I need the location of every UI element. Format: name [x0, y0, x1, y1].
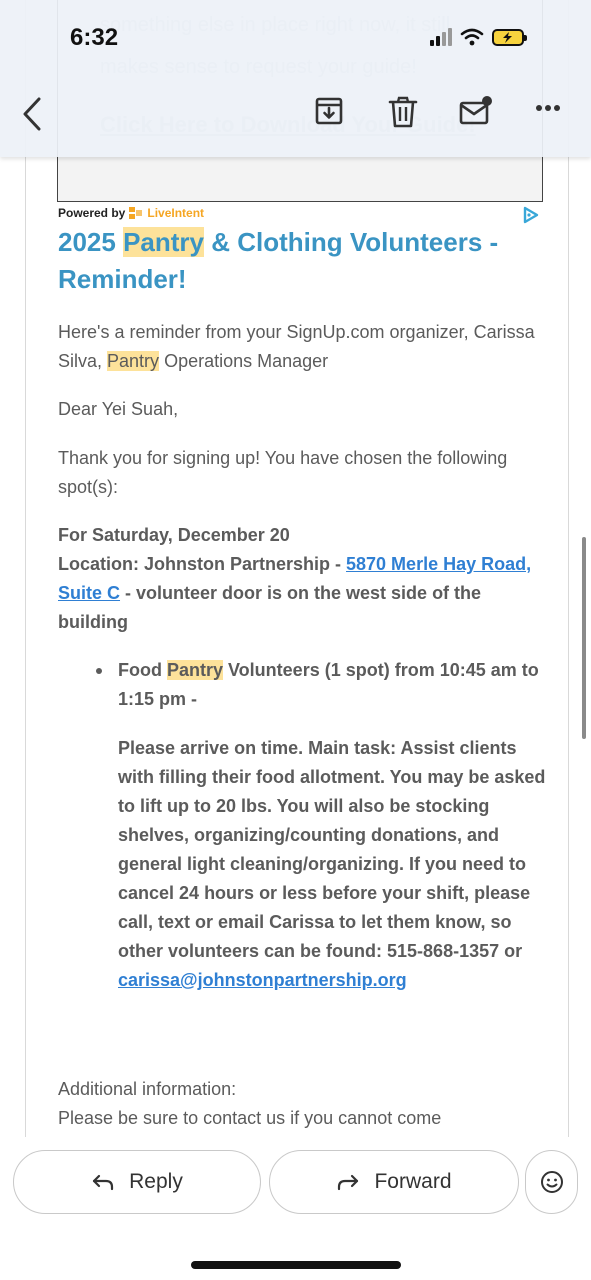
powered-by-label: Powered by [58, 206, 126, 220]
home-indicator[interactable] [191, 1261, 401, 1269]
email-body [25, 0, 569, 1137]
wifi-icon [460, 28, 484, 46]
status-icons [430, 28, 524, 46]
location-line: Location: Johnston Partnership - 5870 Merle Hay Road, Suite C - volunteer door is on the west side of the building [58, 554, 532, 632]
greeting: Dear Yei Suah, [58, 399, 179, 419]
bottom-action-bar [0, 1137, 591, 1280]
email-title: 2025 Pantry & Clothing Volunteers - Reminder! [58, 227, 499, 294]
additional-info-label: Additional information: [58, 1079, 237, 1099]
smiley-icon [540, 1170, 564, 1194]
intro-paragraph: Here's a reminder from your SignUp.com organizer, Carissa Silva, Pantry Operations Manager [58, 322, 535, 371]
ad-choices-icon[interactable] [522, 206, 540, 224]
highlight-pantry: Pantry [123, 227, 204, 257]
mark-unread-icon[interactable] [458, 95, 494, 127]
forward-button[interactable] [269, 1150, 519, 1214]
trash-icon[interactable] [388, 95, 418, 129]
highlight-pantry: Pantry [166, 660, 224, 680]
more-options-icon[interactable] [535, 104, 561, 112]
address-link[interactable]: 5870 Merle Hay Road, Suite C [58, 554, 532, 603]
highlight-pantry: Pantry [107, 351, 160, 371]
forward-icon [336, 1173, 360, 1191]
additional-info-text: Please be sure to contact us if you cannot come [58, 1108, 442, 1128]
liveintent-brand: LiveIntent [147, 206, 205, 220]
liveintent-logo-icon [129, 206, 143, 220]
spot-instructions: Please arrive on time. Main task: Assist clients with filling their food allotment. You may be asked to lift up to 20 lbs. You will also be stocking shelves, organizing/counting donations, and general light cleaning/organizing. If you need to cancel 24 hours or less before your shift, please call, text or email Carissa to let them know, so other volunteers can be found: 515-868-1357 or carissa@johnstonpartnership.org [118, 738, 546, 990]
back-arrow-icon[interactable] [20, 96, 44, 132]
forward-label: Forward [374, 1170, 452, 1193]
reply-icon [91, 1173, 115, 1191]
powered-by-liveintent[interactable] [58, 206, 204, 220]
battery-charging-icon [492, 29, 524, 46]
signal-icon [430, 28, 452, 46]
status-time: 6:32 [70, 24, 119, 51]
emoji-reaction-button[interactable] [525, 1150, 578, 1214]
list-item: Food Pantry Volunteers (1 spot) from 10:45 am to 1:15 pm - [118, 656, 548, 714]
spot-details [58, 521, 548, 637]
scrollbar[interactable] [582, 537, 586, 739]
email-address-link[interactable]: carissa@johnstonpartnership.org [118, 970, 407, 990]
bullet-icon [96, 668, 102, 674]
top-toolbar [0, 0, 591, 157]
archive-icon[interactable] [314, 95, 344, 127]
additional-info [58, 1075, 548, 1133]
reply-label: Reply [129, 1170, 183, 1193]
reply-button[interactable] [13, 1150, 261, 1214]
date-line: For Saturday, December 20 [58, 525, 290, 545]
thanks-paragraph: Thank you for signing up! You have chosen the following spot(s): [58, 448, 508, 497]
